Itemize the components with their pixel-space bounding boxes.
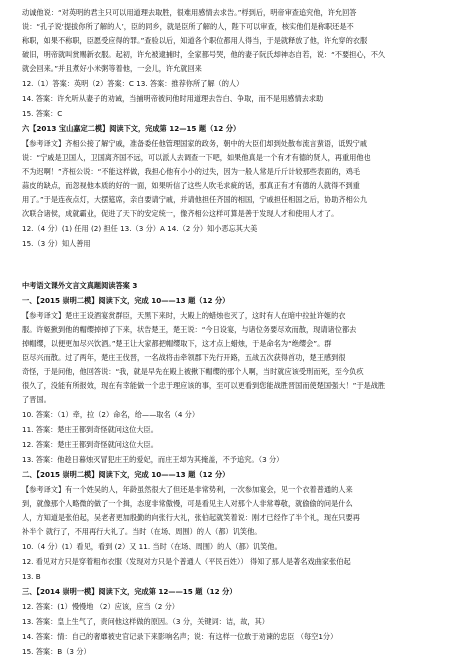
section-heading: 六【2013 宝山嘉定二模】阅读下文，完成第 12—15 题（12 分） bbox=[22, 124, 241, 133]
text-line: 很久了，没能有所报效，现在有幸能做一个忠于理应该的事，至可以更看到您能战胜晋国而使楚国强大！”于是战胜 bbox=[22, 381, 386, 390]
text-line: 到，就像那个人略微的做了一个揖，态度非常傲慢，可是看见主人对那个人非常尊敬，就偷偷的问是什么 bbox=[22, 499, 353, 508]
answer-line: 12.（1）答案：英明（2）答案：C 13. 答案：推荐你所了解（的人） bbox=[22, 79, 244, 88]
text-line: 掉帽缨，以便更加尽兴饮酒。”楚王让大家都把帽缨取下，这才点上蜡烛，于是命名为“绝缨会”。群 bbox=[22, 339, 332, 348]
answer-line: 12.（4 分）(1) 任用 (2) 担任 13.（3 分）A 14.（2 分）知小恶忘其大美 bbox=[22, 224, 258, 233]
answer-line: 10. 答案：（1）牵，拉（2）命名，给——取名（4 分） bbox=[22, 410, 200, 419]
text-line: 【参考译文】有一个姓吴的人，年龄虽然很大了但还是非常势利，一次参加宴会，见一个衣着普通的人来 bbox=[22, 485, 353, 494]
text-line: 用了。”于是连夜点灯，大摆筵席，亲自要请宁戚，并请他担任齐国的相国，宁戚担任相国之后，协助齐相公九 bbox=[22, 195, 368, 204]
blank-line bbox=[22, 254, 436, 264]
answer-line: 12. 答案：楚庄王都到奇怪就问这位大臣。 bbox=[22, 440, 158, 449]
text-line: 称职，如果不称职，臣愿受应得的罪。”查验以后，知道各个职位都用人得当，于是就释放了他，许允穿的衣服 bbox=[22, 36, 368, 45]
text-line: 说：“孔子说‘提拔你所了解的人’，臣的同乡，就是臣所了解的人，陛下可以审查，核实他们是称职还是不 bbox=[22, 22, 354, 31]
answer-line: 14. 答案：许允听从妻子的劝诫，当捕明帝被问他时用道理去告白、争取，而不是用感情去求助 bbox=[22, 94, 324, 103]
answer-line: 15. 答案：B（3 分） bbox=[22, 647, 91, 656]
section-heading: 三、【2014 崇明一模】阅读下文，完成第 12——15 题（12 分） bbox=[22, 587, 237, 596]
answer-line: 12. 看见对方只是穿着粗布衣服（发现对方只是个普通人（平民百姓）） 得知了那人是著名戏曲家张伯起 bbox=[22, 557, 351, 566]
answer-line: 15. 答案：C bbox=[22, 109, 63, 118]
section-heading: 二、【2015 崇明二模】阅读下文，完成 10——13 题（12 分） bbox=[22, 470, 230, 479]
answer-line: 13. 答案：皇上生气了，责问他这样做的原因。（3 分，关键词：诘，故，其） bbox=[22, 617, 269, 626]
text-line: 说：“宁戚是卫国人，卫国离齐国不远，可以派人去调查一下吧，如果他真是一个有才有德的贤人，再重用他也 bbox=[22, 153, 371, 162]
answer-line: 11. 答案：楚庄王都到奇怪就问这位大臣。 bbox=[22, 425, 158, 434]
text-line: 蒜皮的缺点，而忽视他本质的好的一面，如果听信了这些人吹毛求疵的话，那真正有才有德的人就得不到重 bbox=[22, 181, 360, 190]
text-line: 人，方知道是张伯起，吴老者更加殷勤的向张行大礼，张伯起就笑着说：刚才已经作了半个礼，现在只要再 bbox=[22, 513, 360, 522]
answer-line: 12. 答案：(1）慢慢地 （2）应该，应当（2 分） bbox=[22, 602, 179, 611]
text-line: 了晋国。 bbox=[22, 395, 51, 404]
document-title: 中考语文课外文言文真题阅读答案 3 bbox=[22, 281, 138, 290]
answer-line: 13. 答案：他趁日暮烛灭冒犯庄王的爱妃，而庄王却为其掩盖，不予追究。（3 分） bbox=[22, 455, 284, 464]
text-line: 臣尽兴而散。过了两年，楚庄王伐晋，一名战将击牵领郡下先行开路，五战五次获得首功，楚王感到很 bbox=[22, 353, 346, 362]
text-line: 不为迟啊！”齐桓公说：“不能这样做，我担心他有小小的过失，因为一般人常是斤斤计较那些表面的，鸡毛 bbox=[22, 167, 361, 176]
text-line: 服。许姬揪到他的帽缨掉掉了下来，状告楚王，楚王说：“今日设宴，与诸位务要尽欢而散，现请诸位都去 bbox=[22, 325, 357, 334]
answer-line: 15.（3 分）知人善用 bbox=[22, 239, 91, 248]
answer-line: 10.（4 分）(1）看见，看到 (2）又 11. 当时（在场、周围）的人（都）讥笑他。 bbox=[22, 542, 282, 551]
text-line: 【参考译文】齐相公接了解宁戚，准备委任他管理国家的政务，朝中的大臣们却到处散布流言蜚语，诋毁宁戚 bbox=[22, 139, 368, 148]
answer-line: 14. 答案：情：自己的奢靡被史官记录下来影响名声；说：有这样一位敢于劝谏的忠臣 （每空1分） bbox=[22, 632, 338, 641]
answer-line: 13. B bbox=[22, 572, 41, 581]
text-line: 补半个 就行了，不用再行大礼了。当时（在场、周围）的人（都）讥笑他。 bbox=[22, 527, 262, 536]
text-line: 【参考译文】楚庄王设酒宴赏群臣，天黑下来时，大殿上的蜡烛也灭了，这时有人在暗中拉扯许姬的衣 bbox=[22, 311, 346, 320]
text-line: 就会回来。”并且煮好小米粥等着他，一会儿，许允就回来 bbox=[22, 64, 202, 73]
text-line: 破旧，明帝就叫赏赐新衣服。起初，许允被逮捕时，全家都号哭，他的妻子阮氏却神态自若，说：“不要担心，不久 bbox=[22, 50, 386, 59]
text-line: 动诚他说：“对英明的君主只可以用道理去取胜，很难用感情去求告。”桴到后，明帝审查追究他，许允回答 bbox=[22, 8, 357, 17]
section-heading: 一、【2015 崇明二模】阅读下文，完成 10——13 题（12 分） bbox=[22, 296, 230, 305]
text-line: 次联合诸侯，成就霸业，促进了天下的安定统一，像齐相公这样可算是善于发现人才和使用人才了。 bbox=[22, 209, 339, 218]
text-line: 奇怪，于是问他，他回答说：“我，就是早先在殿上被揪下帽缨的那个人啊，当时就应该受刑而死，至今负疚 bbox=[22, 367, 364, 376]
